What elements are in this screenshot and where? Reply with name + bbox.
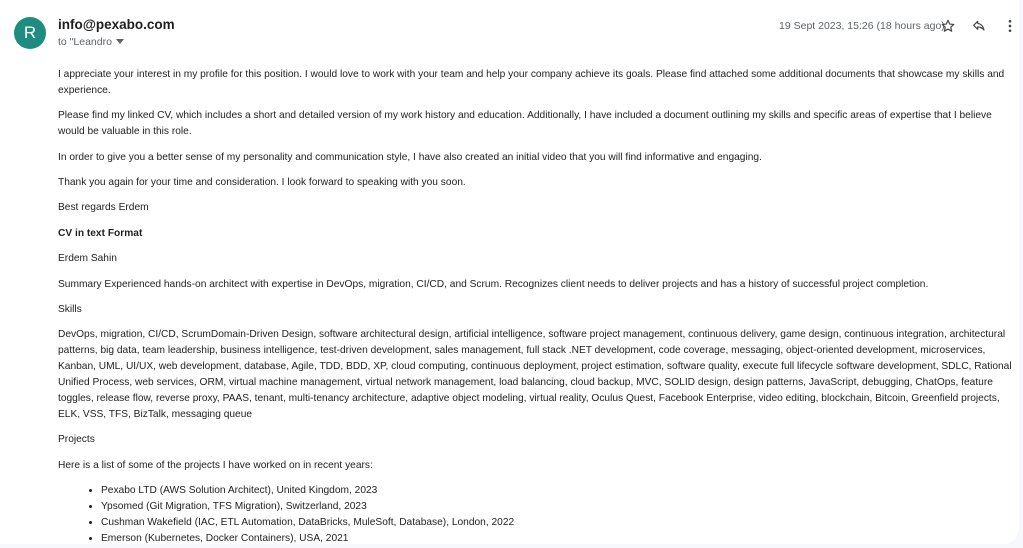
list-item: • Cushman Wakefield (IAC, ETL Automation, DataBricks, MuleSoft, Database), London, 2022 (101, 515, 1013, 531)
body-paragraph-3: In order to give you a better sense of my personality and communication style, I have also created an initial video that you will find informative and engaging. (58, 151, 762, 163)
more-options-button[interactable] (999, 15, 1019, 37)
cv-heading: CV in text Format (58, 227, 143, 239)
more-vertical-icon (1002, 18, 1018, 34)
skills-list: DevOps, migration, CI/CD, ScrumDomain-Driven Design, software architectural design, artificial intelligence, software project management, continuous delivery, game design, continuous integration, architectural patterns, big data, team leadership, business intelligence, test-driven development, sales management, full stack .NET development, code coverage, messaging, object-oriented development, microservices, Kanban, UML, UI/UX, web development, database, Agile, TDD, BDD, XP, cloud computing, continuous deployment, project estimation, software quality, execute full lifecycle software development, SDLC, Rational Unified Process, web services, ORM, virtual machine management, virtual network management, load balancing, cloud backup, MVC, SOLID design, design patterns, JavaScript, debugging, ChatOps, feature toggles, release flow, reverse proxy, PAAS, tenant, multi-tenancy architecture, adaptive object modeling, virtual reality, Oculus Quest, Facebook Enterprise, video editing, blockchain, Bitcoin, Greenfield projects, ELK, VSS, TFS, BizTalk, messaging queue (58, 329, 1012, 420)
projects-list (58, 483, 1013, 544)
projects-intro: Here is a list of some of the projects I have worked on in recent years: (58, 459, 373, 471)
skills-heading: Skills (58, 304, 82, 316)
star-icon (940, 18, 956, 34)
star-button[interactable] (937, 15, 959, 37)
chevron-down-icon[interactable] (116, 38, 124, 47)
avatar-letter: R (23, 23, 37, 42)
body-paragraph-1: I appreciate your interest in my profile for this position. I would love to work with your team and help your company achieve its goals. Please find attached some additional documents that showcase my skills and experience. (58, 69, 1005, 96)
reply-icon (971, 18, 987, 34)
recipient-label: to "Leandro (58, 36, 112, 48)
projects-heading: Projects (58, 434, 95, 446)
cv-summary: Summary Experienced hands-on architect with expertise in DevOps, migration, CI/CD, and Scrum. Recognizes client needs to deliver projects and has a history of successful project completion. (58, 278, 929, 290)
recipient-line (58, 36, 124, 48)
body-paragraph-2: Please find my linked CV, which includes a short and detailed version of my work history and education. Additionally, I have included a document outlining my skills and specific areas of expertise that I believe would be valuable in this role. (58, 110, 992, 138)
list-item: • Ypsomed (Git Migration, TFS Migration), Switzerland, 2023 (101, 499, 1013, 515)
body-paragraph-4: Thank you again for your time and consideration. I look forward to speaking with you soon. (58, 177, 466, 189)
sender-avatar[interactable] (14, 17, 46, 49)
body-signoff: Best regards Erdem (58, 202, 149, 214)
message-timestamp: 19 Sept 2023, 15:26 (18 hours ago) (779, 20, 945, 32)
cv-name: Erdem Sahin (58, 253, 117, 265)
list-item: • Pexabo LTD (AWS Solution Architect), United Kingdom, 2023 (101, 483, 1013, 499)
reply-button[interactable] (968, 15, 990, 37)
message-body (58, 67, 1013, 544)
list-item: • Emerson (Kubernetes, Docker Containers), USA, 2021 (101, 531, 1013, 544)
sender-email[interactable]: info@pexabo.com (58, 17, 175, 32)
